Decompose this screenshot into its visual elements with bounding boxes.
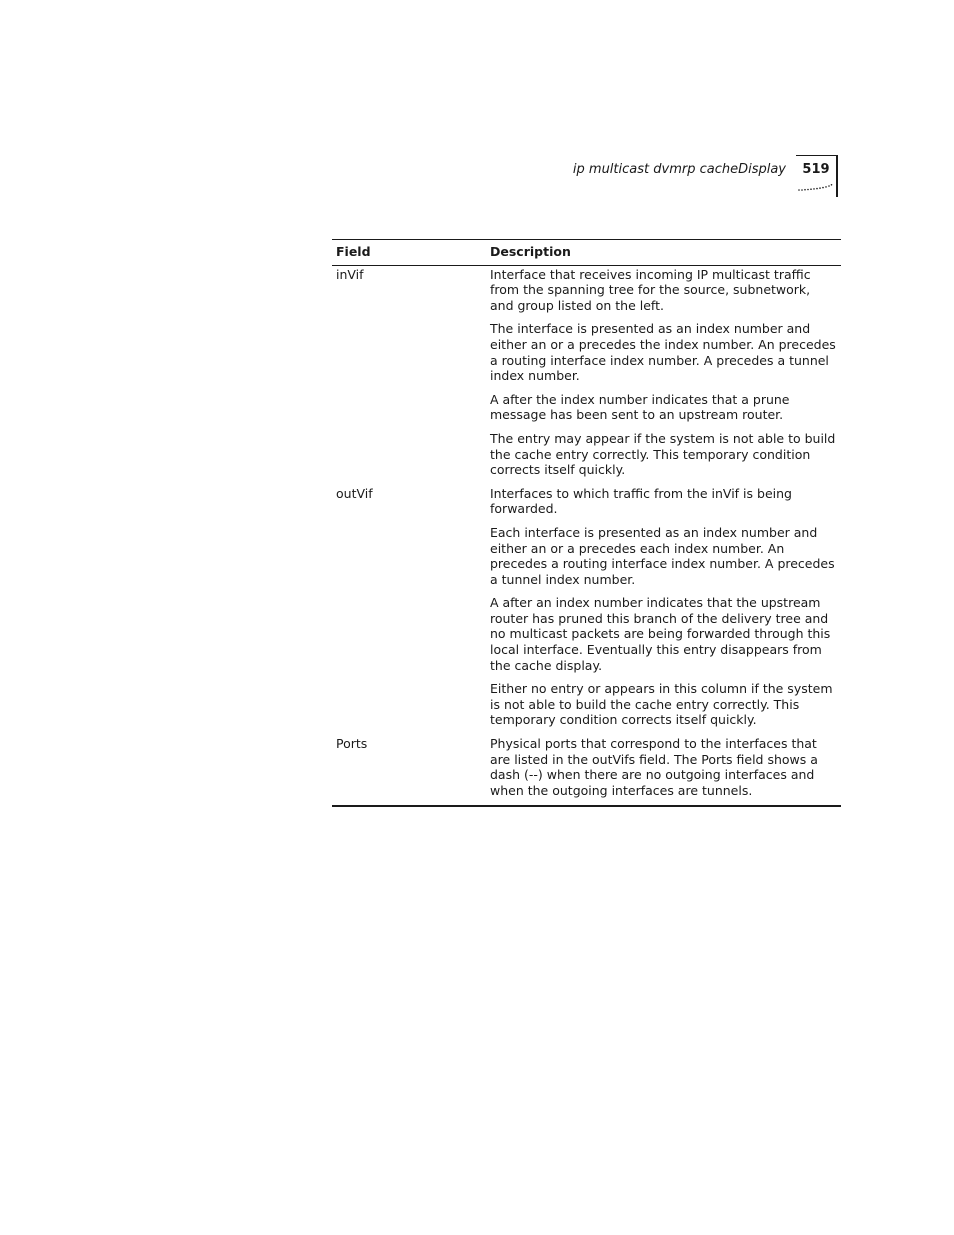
running-title: ip multicast dvmrp cacheDisplay [572,162,786,177]
description-paragraph: A after the index number indicates that a prune message has been sent to an upstream router. [490,391,790,423]
page-number-box [796,155,838,197]
field-cell: Ports [332,735,486,806]
description-cell [486,735,841,806]
page-header [0,155,840,197]
field-cell: inVif [336,266,364,282]
column-header-field: Field [332,240,486,266]
field-description-table [332,239,841,807]
description-paragraph: Either no entry or appears in this column if the system is not able to build the cache entry correctly. This temporary condition corrects itself quickly. [490,681,833,728]
field-cell: outVif [336,485,373,501]
description-paragraph: Each interface is presented as an index number and either an or a precedes each index number. An precedes a routing interface index number. A precedes a tunnel index number. [490,524,835,587]
table-header-row [332,240,841,266]
description-cell [486,485,841,735]
description-paragraph: A after an index number indicates that the upstream router has pruned this branch of the delivery tree and no multicast packets are being forwarded through this local interface. Eventually this entry disappears from the cache display. [490,595,831,673]
table-row [332,265,841,485]
description-paragraph: Interface that receives incoming IP multicast traffic from the spanning tree for the source, subnetwork, and group listed on the left. [490,266,811,313]
description-paragraph: Interfaces to which traffic from the inVif is being forwarded. [490,485,792,517]
column-header-description: Description [486,240,841,266]
description-paragraph: The entry may appear if the system is not able to build the cache entry correctly. This temporary condition corrects itself quickly. [490,430,836,478]
description-paragraph: Physical ports that correspond to the interfaces that are listed in the outVifs field. The Ports field shows a dash (--) when there are no outgoing interfaces and when the outgoing interfaces are tunnels. [490,736,818,798]
table-row [332,735,841,806]
description-paragraph: The interface is presented as an index number and either an or a precedes the index number. An precedes a routing interface index number. A precedes a tunnel index number. [490,321,836,384]
decorative-dots [798,182,834,192]
description-cell [486,265,841,485]
page-number: 519 [802,162,830,177]
table-row [332,485,841,735]
